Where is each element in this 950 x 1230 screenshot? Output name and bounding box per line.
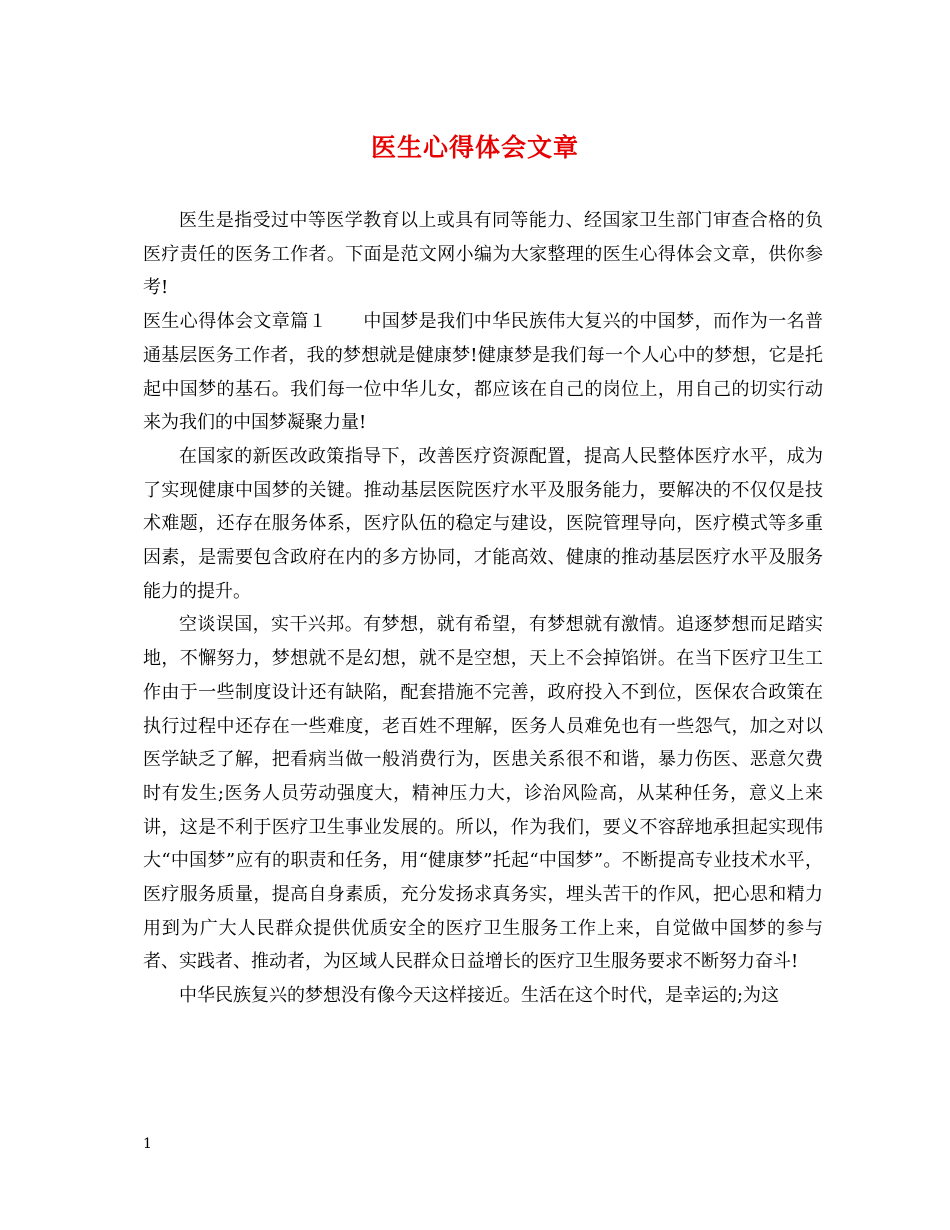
section-1-lead: 中国梦是我们中华民族伟大复兴的中国梦，而作为一名普通基层医务工作者，我的梦想就是健康梦!健康梦是我们每一个人心中的梦想，它是托起中国梦的基石。我们每一位中华儿女，都应该在自己的岗位上，用自己的切实行动来为我们的中国梦凝聚力量! bbox=[143, 311, 823, 434]
section-1-heading: 医生心得体会文章篇１ bbox=[143, 311, 327, 333]
body-paragraph-2: 空谈误国，实干兴邦。有梦想，就有希望，有梦想就有激情。追逐梦想而足踏实地，不懈努力，梦想就不是幻想，就不是空想，天上不会掉馅饼。在当下医疗卫生工作由于一些制度设计还有缺陷，配套措施不完善，政府投入不到位，医保农合政策在执行过程中还存在一些难度，老百姓不理解，医务人员难免也有一些怨气，加之对以医学缺乏了解，把看病当做一般消费行为，医患关系很不和谐，暴力伤医、恶意欠费时有发生;医务人员劳动强度大，精神压力大，诊治风险高，从某种任务，意义上来讲，这是不利于医疗卫生事业发展的。所以，作为我们，要义不容辞地承担起实现伟大“中国梦”应有的职责和任务，用“健康梦”托起“中国梦”。不断提高专业技术水平，医疗服务质量，提高自身素质，充分发扬求真务实，埋头苦干的作风，把心思和精力用到为广大人民群众提供优质安全的医疗卫生服务工作上来，自觉做中国梦的参与者、实践者、推动者，为区域人民群众日益增长的医疗卫生服务要求不断努力奋斗! bbox=[143, 614, 823, 973]
document-title: 医生心得体会文章 bbox=[370, 133, 579, 162]
intro-paragraph: 医生是指受过中等医学教育以上或具有同等能力、经国家卫生部门审查合格的负医疗责任的医务工作者。下面是范文网小编为大家整理的医生心得体会文章，供你参考! bbox=[143, 210, 823, 299]
body-paragraph-3: 中华民族复兴的梦想没有像今天这样接近。生活在这个时代，是幸运的;为这 bbox=[179, 985, 780, 1007]
page-number: 1 bbox=[143, 1136, 152, 1152]
section-1-paragraph bbox=[143, 305, 823, 440]
document-body bbox=[143, 204, 823, 1013]
body-paragraph-1: 在国家的新医改政策指导下，改善医疗资源配置，提高人民整体医疗水平，成为了实现健康中国梦的关键。推动基层医院医疗水平及服务能力，要解决的不仅仅是技术难题，还存在服务体系，医疗队伍的稳定与建设，医院管理导向，医疗模式等多重因素，是需要包含政府在内的多方协同，才能高效、健康的推动基层医疗水平及服务能力的提升。 bbox=[143, 445, 823, 602]
